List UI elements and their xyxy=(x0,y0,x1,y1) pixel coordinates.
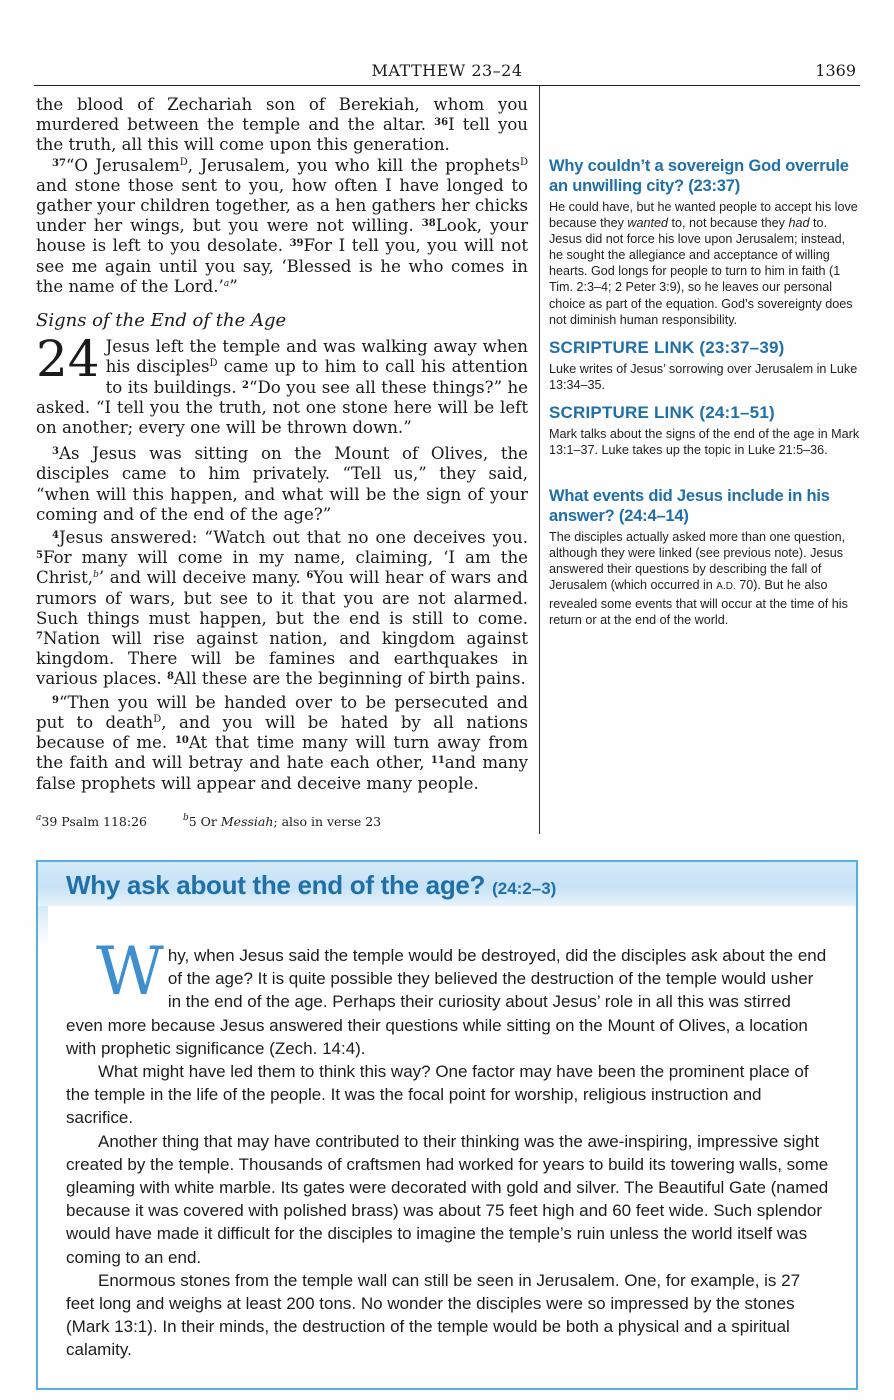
note-text: to, not because they xyxy=(668,216,789,231)
dictionary-ref-mark: D xyxy=(179,156,188,168)
feature-text: hy, when Jesus said the temple would be destroyed, did the disciples ask about the end of the age? It is quite possible they believed the destruction of the temple would usher in the end of the age. Perhaps their curiosity about Jesus’ role in all this was stirred even more because Jesus answered their questions while sitting on the Mount of Olives, a location with prophetic significance (Zech. 14:4). xyxy=(66,946,827,1058)
study-note-body xyxy=(549,199,860,328)
verse-number: 3 xyxy=(52,446,59,458)
verse-text: ” xyxy=(229,276,238,296)
scripture-link-body: Mark talks about the signs of the end of the age in Mark 13:1–37. Luke takes up the topic in Luke 21:5–36. xyxy=(549,426,860,458)
verse-text: Jesus answered: “Watch out that no one deceives you. xyxy=(58,528,528,548)
verse-text: Nation will rise against nation, and kingdom against kingdom. There will be famines and earthquakes in various places. xyxy=(36,629,528,689)
note-text: 70). But he also revealed some events that will occur at the time of his return or at the end of the world. xyxy=(549,578,848,627)
verse-text: As Jesus was sitting on the Mount of Olives, the disciples came to him privately. “Tell us,” they said, “when will this happen, and what will be the sign of your coming and of the end of the age?” xyxy=(36,444,528,524)
verse-text: and many false prophets will appear and deceive many people. xyxy=(36,753,529,793)
scripture-paragraph xyxy=(36,444,528,525)
scripture-paragraph xyxy=(36,156,528,297)
footnote-text: 39 Psalm 118:26 xyxy=(41,814,147,829)
note-text: to. Jesus did not force his love upon Jerusalem; instead, he sought the allegiance and acceptance of willing hearts. God longs for people to turn to him in faith (1 Tim. 2:3–4; 2 Peter 3:9), so he leaves our personal choice as part of the equation. God’s sovereignty does not diminish human responsibility. xyxy=(549,216,853,327)
dictionary-ref-mark: D xyxy=(519,156,528,168)
footnote-text: ; also in verse 23 xyxy=(273,814,382,829)
verse-text: ’ and will deceive many. xyxy=(98,568,301,588)
note-text-emphasis: wanted xyxy=(627,216,669,231)
note-text-emphasis: had xyxy=(788,216,810,231)
verse-text: “Do you see all these things?” he asked. “I tell you the truth, not one stone here will be left on another; every one will be thrown down.” xyxy=(36,377,529,438)
verse-number: 6 xyxy=(306,570,314,582)
study-note-body xyxy=(549,529,860,628)
verse-number: 39 xyxy=(289,238,304,250)
study-notes-column xyxy=(549,156,860,638)
verse-number: 37 xyxy=(52,157,66,169)
verse-number: 11 xyxy=(430,755,445,767)
scripture-link-24-1 xyxy=(549,403,860,458)
feature-box xyxy=(36,860,858,1390)
verse-number: 2 xyxy=(242,379,250,391)
dictionary-ref-mark: D xyxy=(209,358,218,370)
page-number: 1369 xyxy=(815,61,856,80)
verse-number: 4 xyxy=(52,530,59,542)
feature-title-text: Why ask about the end of the age? xyxy=(66,870,486,900)
footnote-text-emphasis: Messiah xyxy=(220,814,274,829)
study-note-title: Why couldn’t a sovereign God overrule an unwilling city? (23:37) xyxy=(549,157,849,195)
scripture-paragraph xyxy=(36,693,528,794)
feature-paragraph: What might have led them to think this way? One factor may have been the prominent place of the temple in the life of the people. It was the focal point for worship, religious instruction and sacrifice. xyxy=(66,1062,809,1128)
note-text: The disciples actually asked more than one question, although they were linked (see previous note). Jesus answered their questions by describing the fall of Jerusalem (which occurred in xyxy=(549,530,846,593)
verse-text: , Jerusalem, you who kill the prophets xyxy=(187,155,520,175)
note-text: He could have, but he wanted people to accept his love because they xyxy=(549,200,858,231)
study-note-sovereign-god xyxy=(549,156,860,328)
scripture-link-body: Luke writes of Jesus’ sorrowing over Jerusalem in Luke 13:34–35. xyxy=(549,361,858,392)
feature-band-edge xyxy=(38,906,48,946)
verse-text: the blood of Zechariah son of Berekiah, whom you murdered between the temple and the altar. xyxy=(36,95,528,135)
verse-number: 7 xyxy=(36,631,43,643)
footnote-mark: b xyxy=(182,813,189,823)
verse-text: All these are the beginning of birth pains. xyxy=(173,669,526,689)
verse-text: “O Jerusalem xyxy=(65,155,180,175)
verse-text: Jesus left the temple and was walking away when his disciples xyxy=(105,337,528,377)
study-note-title: What events did Jesus include in his answer? (24:4–14) xyxy=(549,487,830,526)
verse-number: 36 xyxy=(434,117,449,129)
feature-title-reference: (24:2–3) xyxy=(492,879,557,898)
verse-number: 8 xyxy=(166,671,174,683)
feature-body xyxy=(66,933,830,1362)
feature-paragraph xyxy=(66,933,830,1060)
verse-text: I tell you the truth, all this will come upon this generation. xyxy=(36,115,528,155)
verse-number: 38 xyxy=(421,218,436,230)
dictionary-ref-mark: D xyxy=(153,713,162,725)
footnote-a xyxy=(36,814,147,829)
verse-text: For many will come in my name, claiming, ‘I am the Christ, xyxy=(36,548,528,588)
verse-number: 5 xyxy=(36,550,43,562)
feature-paragraph: Enormous stones from the temple wall can still be seen in Jerusalem. One, for example, is 27 feet long and weighs at least 200 tons. No wonder the disciples were so impressed by the stones (Mark 13:1). In their minds, the destruction of the temple would be both a physical and a spiritual calamity. xyxy=(66,1270,801,1360)
scripture-paragraph xyxy=(36,95,528,156)
verse-number: 10 xyxy=(174,735,189,747)
verse-text: You will hear of wars and rumors of wars, but see to it that you are not alarmed. Such things must happen, but the end is still to come. xyxy=(36,568,528,628)
scripture-paragraph xyxy=(36,330,529,438)
feature-paragraph: Another thing that may have contributed to their thinking was the awe-inspiring, impressive sight created by the temple. Thousands of craftsmen had worked for years to build its towering walls, some gleaming with white marble. Its gates were decorated with gold and silver. The Beautiful Gate (named because it was covered with polished brass) was about 75 feet high and 60 feet wide. Such splendor would have made it difficult for the disciples to imagine the temple’s ruin unless the world itself was coming to an end. xyxy=(66,1131,829,1267)
chapter-number: 24 xyxy=(36,330,100,389)
column-divider xyxy=(539,86,540,834)
scripture-paragraph xyxy=(36,528,528,690)
running-head xyxy=(34,59,860,86)
verse-text: “Then you will be handed over to be persecuted and put to death xyxy=(36,692,528,732)
verse-number: 9 xyxy=(52,694,59,706)
footnote-b xyxy=(183,814,381,829)
scripture-link-title: SCRIPTURE LINK (23:37–39) xyxy=(549,337,785,357)
section-heading: Signs of the End of the Age xyxy=(36,310,287,332)
verse-text: , and you will be hated by all nations because of me. xyxy=(36,712,528,753)
scripture-link-title: SCRIPTURE LINK (24:1–51) xyxy=(549,402,775,422)
verse-text: For I tell you, you will not see me again until you say, ‘Blessed is he who comes in the name of the Lord.’ xyxy=(36,236,528,296)
study-note-events xyxy=(549,486,860,628)
footnote-mark: a xyxy=(223,278,230,289)
running-head-title: MATTHEW 23–24 xyxy=(371,61,523,80)
scripture-link-23-37 xyxy=(549,338,860,393)
footnote-mark: a xyxy=(36,813,42,823)
scripture-column xyxy=(36,95,528,794)
footnote-mark: b xyxy=(93,570,99,581)
drop-cap: W xyxy=(96,933,164,1010)
verse-text: Look, your house is left to you desolate. xyxy=(36,216,529,256)
note-text-smallcaps: A.D. xyxy=(716,581,736,593)
verse-text: At that time many will turn away from the faith and will betray and hate each other, xyxy=(36,733,528,773)
verse-text: came up to him to call his attention to its buildings. xyxy=(105,357,528,397)
feature-title xyxy=(66,870,556,901)
footnotes xyxy=(36,814,528,829)
verse-text: and stone those sent to you, how often I have longed to gather your children together, as a hen gathers her chicks under her wings, but you were not willing. xyxy=(36,175,528,236)
footnote-text: 5 Or xyxy=(188,814,221,829)
